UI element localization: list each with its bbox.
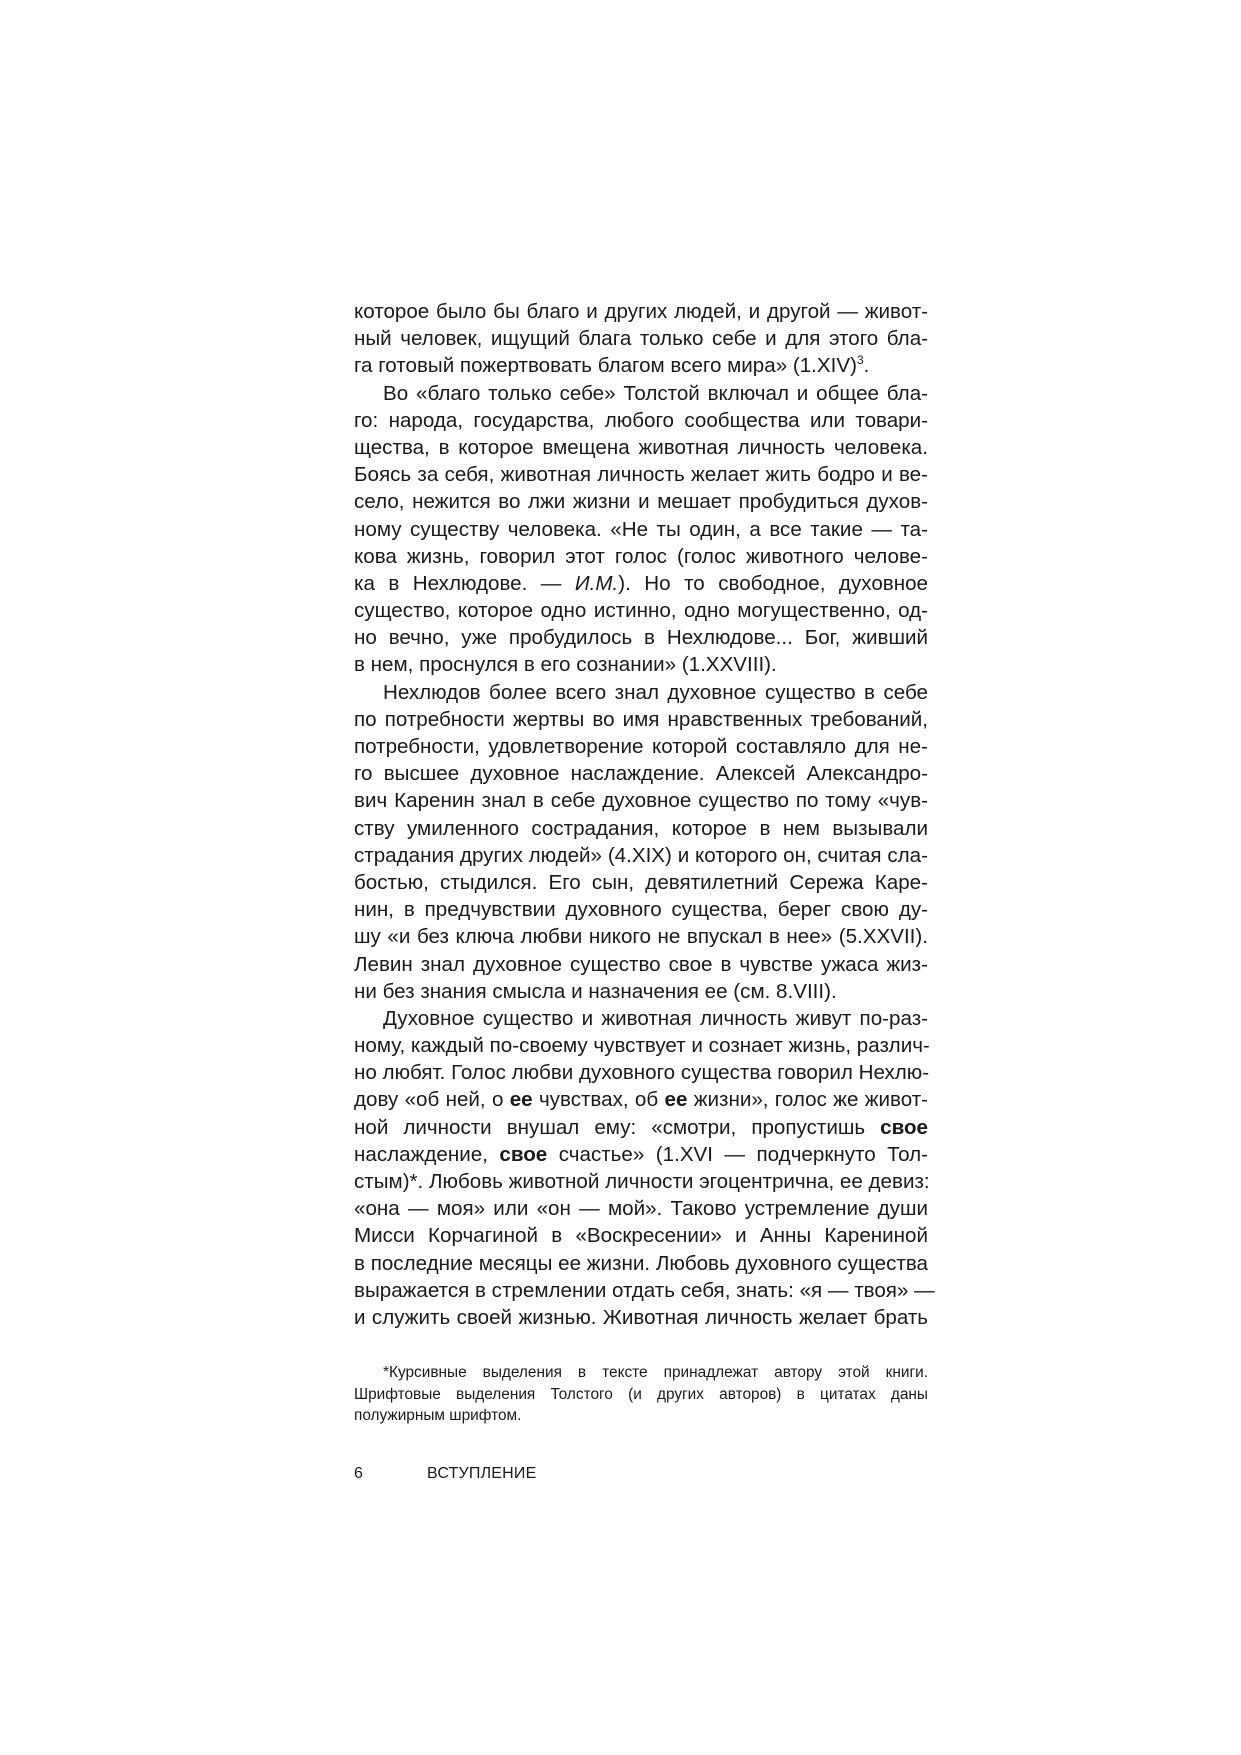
text-run: жизни», голос же живот-: [687, 1088, 928, 1112]
page-number: 6: [354, 1465, 363, 1482]
footnote: [354, 1362, 928, 1427]
bold-run: ее: [664, 1088, 688, 1112]
body-line: [354, 679, 928, 706]
body-line: [354, 1250, 928, 1277]
body-line: [354, 1086, 928, 1113]
body-line: [354, 842, 928, 869]
text-run: которое было бы благо и других людей, и другой — живот-: [354, 300, 928, 323]
text-run: ный человек, ищущий блага только себе и для этого бла-: [354, 327, 928, 351]
text-run: Мисси Корчагиной в «Воскресении» и Анны Карениной: [354, 1224, 928, 1248]
body-line: [354, 570, 928, 597]
text-run: в нем, проснулся в его сознании» (1.XXVIII).: [354, 653, 777, 677]
body-line: [354, 1114, 928, 1141]
text-run: ному существу человека. «Не ты один, а все такие — та-: [354, 517, 928, 541]
text-run: счастье» (1.XVI — подчеркнуто Тол-: [547, 1142, 928, 1166]
body-line: [354, 951, 928, 978]
body-line: [354, 1195, 928, 1222]
text-run: нин, в предчувствии духовного существа, берег свою ду-: [354, 898, 928, 922]
text-run: шу «и без ключа любви никого не впускал в нее» (5.XXVII).: [354, 925, 928, 949]
text-run: .: [863, 354, 870, 378]
body-line: [354, 1141, 928, 1168]
footnote-line: [354, 1384, 928, 1406]
text-run: ству умиленного сострадания, которое в нем вызывали: [354, 816, 928, 840]
body-line: [354, 651, 928, 678]
body-line: [354, 706, 928, 733]
body-line: [354, 352, 928, 379]
text-run: вич Каренин знал в себе духовное существо по тому «чув-: [354, 789, 928, 813]
text-run: но вечно, уже пробудилось в Нехлюдове... Бог, живший: [354, 626, 928, 650]
text-run: чувствах, об: [532, 1088, 665, 1112]
text-run: ному, каждый по-своему чувствует и сознает жизнь, различ-: [354, 1034, 930, 1058]
body-line: [354, 380, 928, 407]
text-run: *Курсивные выделения в тексте принадлежат автору этой книги.: [383, 1364, 928, 1381]
text-run: Во «благо только себе» Толстой включал и общее бла-: [383, 381, 928, 405]
text-run: выражается в стремлении отдать себя, знать: «я — твоя» —: [354, 1278, 935, 1302]
bold-run: ее: [509, 1088, 533, 1112]
text-run: Боясь за себя, животная личность желает жить бодро и ве-: [354, 463, 928, 487]
text-run: ка в Нехлюдове. —: [354, 571, 575, 595]
body-line: [354, 1032, 928, 1059]
text-run: по потребности жертвы во имя нравственных требований,: [354, 707, 928, 731]
running-head: ВСТУПЛЕНИЕ: [427, 1465, 537, 1482]
body-line: [354, 325, 928, 352]
body-line: [354, 488, 928, 515]
body-text: [354, 298, 935, 1331]
text-run: село, нежится во лжи жизни и мешает пробудиться духов-: [354, 490, 928, 514]
body-line: [354, 760, 928, 787]
body-line: [354, 1005, 928, 1032]
body-line: [354, 896, 928, 923]
body-line: [354, 923, 928, 950]
text-run: Нехлюдов более всего знал духовное существо в себе: [383, 680, 928, 704]
text-run: бостью, стыдился. Его сын, девятилетний Сережа Каре-: [354, 870, 928, 894]
text-run: ни без знания смысла и назначения ее (см. 8.VIII).: [354, 979, 837, 1003]
body-line: [354, 298, 928, 325]
body-line: [354, 787, 928, 814]
body-line: [354, 815, 928, 842]
text-run: «она — моя» или «он — мой». Таково устремление души: [354, 1197, 928, 1221]
text-run: го высшее духовное наслаждение. Алексей Александро-: [354, 762, 928, 786]
body-line: [354, 461, 928, 488]
footnote-marker: 3: [856, 353, 864, 368]
body-line: [354, 434, 928, 461]
text-run: стым)*. Любовь животной личности эгоцентрична, ее девиз:: [354, 1170, 930, 1193]
text-run: кова жизнь, говорил этот голос (голос животного челове-: [354, 544, 928, 568]
body-line: [354, 407, 928, 434]
text-run: потребности, удовлетворение которой составляло для не-: [354, 735, 928, 758]
text-run: ). Но то свободное, духовное: [618, 571, 928, 595]
text-run: в последние месяцы ее жизни. Любовь духовного существа: [354, 1251, 928, 1275]
body-line: [354, 516, 928, 543]
text-run: полужирным шрифтом.: [354, 1407, 522, 1424]
text-run: Шрифтовые выделения Толстого (и других авторов) в цитатах даны: [354, 1385, 928, 1403]
text-run: но любят. Голос любви духовного существа говорил Нехлю-: [354, 1061, 930, 1085]
text-run: страдания других людей» (4.XIX) и которого он, считая сла-: [354, 843, 928, 867]
text-run: дову «об ней, о: [354, 1088, 510, 1112]
body-line: [354, 978, 928, 1005]
body-line: [354, 869, 928, 896]
bold-run: свое: [499, 1142, 548, 1166]
body-line: [354, 1222, 928, 1249]
body-line: [354, 1059, 928, 1086]
text-run: ной личности внушал ему: «смотри, пропустишь: [354, 1115, 881, 1139]
body-line: [354, 597, 928, 624]
body-line: [354, 1168, 928, 1195]
body-line: [354, 624, 928, 651]
italic-run: И.М.: [574, 571, 619, 595]
text-run: Духовное существо и животная личность живут по-раз-: [383, 1006, 928, 1030]
body-line: [354, 543, 928, 570]
text-run: существо, которое одно истинно, одно могущественно, од-: [354, 599, 928, 623]
footnote-line: [354, 1362, 928, 1384]
text-run: го: народа, государства, любого сообщества или товари-: [354, 408, 928, 432]
text-run: щества, в которое вмещена животная личность человека.: [354, 435, 928, 459]
body-line: [354, 1277, 935, 1304]
body-line: [354, 733, 928, 760]
text-run: и служить своей жизнью. Животная личность желает брать: [354, 1305, 928, 1329]
footnote-line: [354, 1405, 928, 1427]
text-run: наслаждение,: [354, 1142, 500, 1166]
body-line: [354, 1304, 928, 1331]
text-run: Левин знал духовное существо свое в чувстве ужаса жиз-: [354, 952, 928, 976]
bold-run: свое: [880, 1115, 928, 1139]
text-run: га готовый пожертвовать благом всего мира» (1.XIV): [354, 354, 857, 378]
